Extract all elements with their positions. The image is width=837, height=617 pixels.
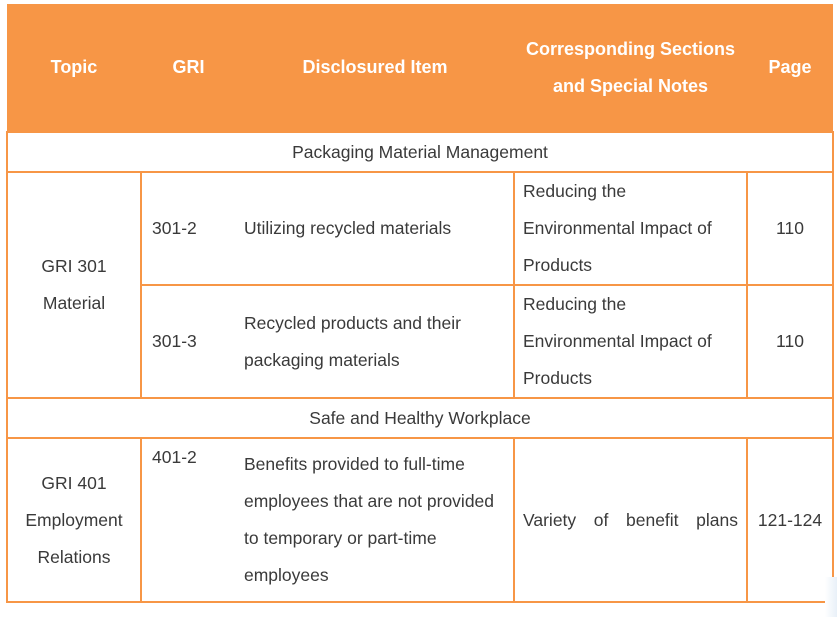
disclosured-item-cell: Utilizing recycled materials <box>236 172 514 285</box>
section-row <box>7 132 833 172</box>
header-topic: Topic <box>7 4 141 132</box>
section-title: Packaging Material Management <box>7 132 833 172</box>
page-cell: 110 <box>747 285 833 398</box>
table-row <box>7 172 833 285</box>
header-gri: GRI <box>141 4 236 132</box>
header-page: Page <box>747 4 833 132</box>
header-sections: Corresponding Sections and Special Notes <box>514 4 747 132</box>
section-note-cell: Variety of benefit plans <box>514 438 747 602</box>
table-header-row <box>7 4 833 132</box>
topic-cell: GRI 401 Employment Relations <box>7 438 141 602</box>
header-disclosured-item: Disclosured Item <box>236 4 514 132</box>
topic-cell: GRI 301 Material <box>7 172 141 398</box>
table-row <box>7 438 833 602</box>
gri-index-table-container <box>6 4 832 603</box>
section-note-cell: Reducing the Environmental Impact of Products <box>514 285 747 398</box>
section-title: Safe and Healthy Workplace <box>7 398 833 438</box>
disclosured-item-cell: Benefits provided to full-time employees that are not provided to temporary or part-time employees <box>236 438 514 602</box>
gri-code-cell: 301-3 <box>141 285 236 398</box>
page-cell: 110 <box>747 172 833 285</box>
gri-code-cell: 301-2 <box>141 172 236 285</box>
gri-index-table <box>6 4 834 603</box>
disclosured-item-cell: Recycled products and their packaging materials <box>236 285 514 398</box>
page-cell: 121-124 <box>747 438 833 602</box>
gri-code-cell: 401-2 <box>141 438 236 602</box>
section-row <box>7 398 833 438</box>
page-edge-shade <box>825 577 837 617</box>
section-note-cell: Reducing the Environmental Impact of Products <box>514 172 747 285</box>
